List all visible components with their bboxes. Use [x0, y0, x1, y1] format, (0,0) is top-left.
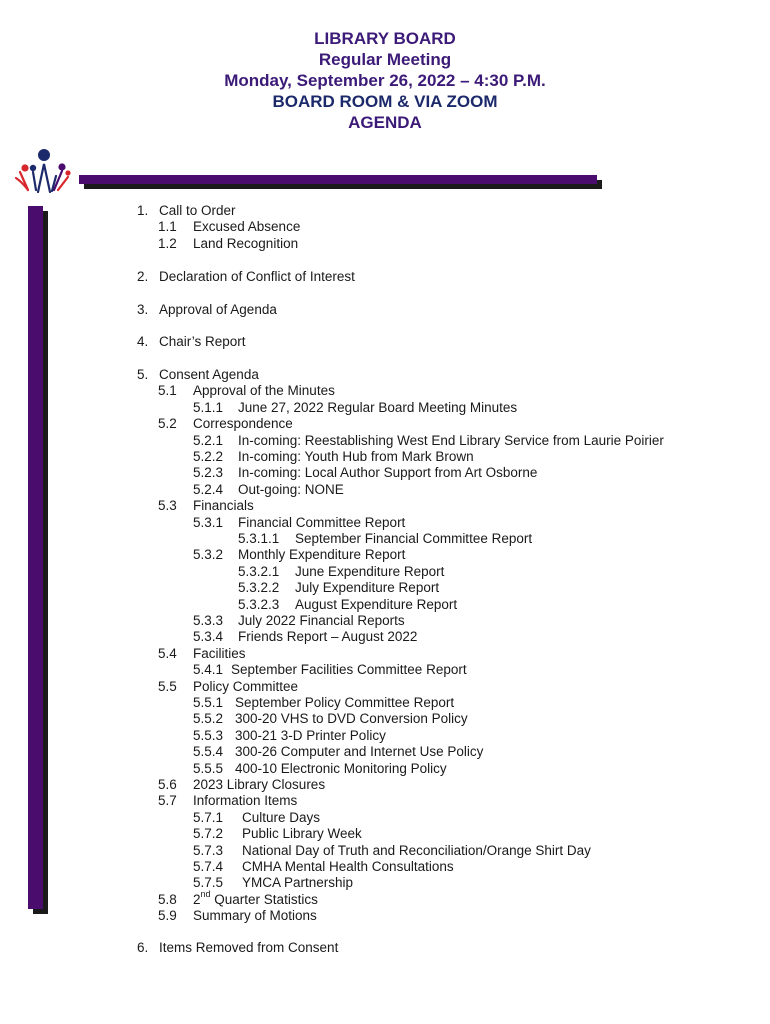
agenda-item-1-2: 1.2 Land Recognition: [158, 235, 299, 251]
agenda-item-5-4-1: 5.4.1 September Facilities Committee Report: [193, 662, 467, 678]
agenda-item-5-7-4: 5.7.4 CMHA Mental Health Consultations: [193, 859, 454, 874]
agenda-item-5-5-1: 5.5.1 September Policy Committee Report: [193, 695, 455, 710]
agenda-item-5-3-2: 5.3.2 Monthly Expenditure Report: [193, 547, 406, 563]
agenda-item-5-3: 5.3 Financials: [158, 498, 254, 514]
agenda-item-5-5-2: 5.5.2 300-20 VHS to DVD Conversion Policy: [193, 711, 468, 727]
agenda-item-5-1-1: 5.1.1 June 27, 2022 Regular Board Meeting Minutes: [193, 399, 518, 415]
header-date: Monday, September 26, 2022 – 4:30 P.M.: [224, 71, 546, 90]
agenda-item-5-2-1: 5.2.1 In-coming: Reestablishing West End Library Service from Laurie Poirier: [193, 432, 664, 448]
agenda-item-5-8: 5.8 2nd Quarter Statistics: [158, 889, 318, 907]
agenda-item-5-5-4: 5.5.4 300-26 Computer and Internet Use Policy: [193, 744, 484, 760]
agenda-item-1: 1. Call to Order: [137, 203, 236, 218]
agenda-item-5-3-2-2: 5.3.2.2 July Expenditure Report: [238, 580, 440, 596]
agenda-item-5-2-3: 5.2.3 In-coming: Local Author Support from Art Osborne: [193, 465, 538, 481]
agenda-item-5-5-5: 5.5.5 400-10 Electronic Monitoring Policy: [193, 760, 447, 776]
header-meeting-type: Regular Meeting: [318, 50, 452, 69]
agenda-item-5-7: 5.7 Information Items: [158, 793, 298, 809]
agenda-item-5: 5. Consent Agenda: [137, 367, 259, 382]
agenda-item-5-5: 5.5 Policy Committee: [158, 678, 299, 694]
header-org: LIBRARY BOARD: [314, 29, 456, 48]
header-location: BOARD ROOM & VIA ZOOM: [272, 92, 498, 111]
side-bar: [28, 206, 43, 909]
agenda-item-5-1: 5.1 Approval of the Minutes: [158, 383, 335, 399]
agenda-item-4: 4. Chair’s Report: [137, 334, 246, 349]
agenda-item-1-1: 1.1 Excused Absence: [158, 219, 301, 235]
agenda-item-5-7-3: 5.7.3 National Day of Truth and Reconciliation/Orange Shirt Day: [193, 842, 591, 858]
header-divider: [79, 175, 597, 184]
agenda-item-6: 6. Items Removed from Consent: [137, 940, 339, 955]
people-celebrating-logo: [8, 146, 74, 198]
agenda-item-3: 3. Approval of Agenda: [137, 302, 277, 317]
agenda-item-5-3-3: 5.3.3 July 2022 Financial Reports: [193, 613, 405, 628]
agenda-header: [0, 28, 770, 133]
agenda-item-5-7-1: 5.7.1 Culture Days: [193, 809, 321, 825]
agenda-item-5-7-2: 5.7.2 Public Library Week: [193, 826, 362, 842]
agenda-item-5-3-2-1: 5.3.2.1 June Expenditure Report: [238, 563, 445, 579]
agenda-item-5-2-4: 5.2.4 Out-going: NONE: [193, 481, 344, 497]
agenda-item-5-9: 5.9 Summary of Motions: [158, 908, 317, 924]
agenda-item-2: 2. Declaration of Conflict of Interest: [137, 269, 355, 284]
agenda-item-5-2-2: 5.2.2 In-coming: Youth Hub from Mark Brown: [193, 449, 474, 464]
agenda-item-5-7-5: 5.7.5 YMCA Partnership: [193, 875, 354, 891]
agenda-item-5-3-4: 5.3.4 Friends Report – August 2022: [193, 629, 418, 645]
agenda-item-5-6: 5.6 2023 Library Closures: [158, 777, 326, 792]
agenda-item-5-3-1-1: 5.3.1.1 September Financial Committee Report: [238, 531, 533, 546]
agenda-item-5-4: 5.4 Facilities: [158, 645, 246, 661]
agenda-item-5-2: 5.2 Correspondence: [158, 416, 293, 432]
agenda-item-5-3-2-3: 5.3.2.3 August Expenditure Report: [238, 596, 458, 612]
agenda-item-5-3-1: 5.3.1 Financial Committee Report: [193, 514, 406, 530]
agenda-item-5-5-3: 5.5.3 300-21 3-D Printer Policy: [193, 727, 386, 743]
header-title: AGENDA: [348, 113, 422, 132]
